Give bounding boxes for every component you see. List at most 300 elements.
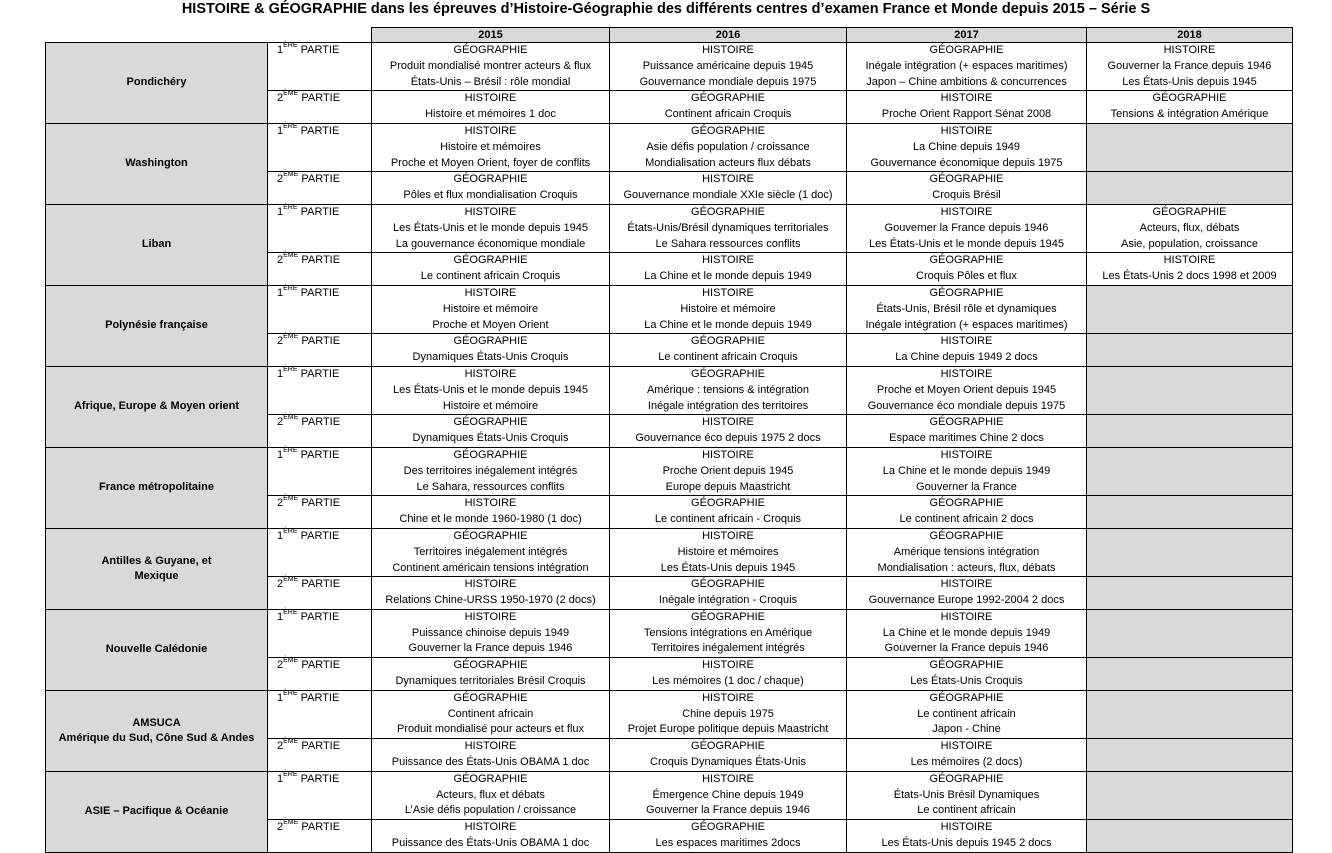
- exam-center-name: [46, 528, 268, 609]
- header-blank: [46, 28, 372, 43]
- partie-number: 1: [277, 367, 284, 380]
- subject-discipline: GÉOGRAPHIE: [929, 254, 1004, 267]
- subject-topic: Croquis Dynamiques États-Unis: [650, 756, 806, 769]
- subject-topic: Histoire et mémoires: [677, 545, 779, 558]
- subject-topic: Proche Orient Rapport Sénat 2008: [881, 108, 1052, 121]
- exam-center-name: [46, 43, 268, 124]
- subject-cell: [372, 334, 610, 367]
- exam-center-line: Mexique: [134, 569, 179, 582]
- subject-discipline: HISTOIRE: [940, 448, 993, 461]
- subject-topic: Les États-Unis et le monde depuis 1945: [392, 383, 589, 396]
- subject-topic: Produit mondialisé montrer acteurs & flux: [389, 59, 592, 72]
- partie-ordinal: ÈRE: [283, 446, 298, 454]
- exam-center-line: Antilles & Guyane, et: [101, 554, 212, 567]
- partie-ordinal: ÈME: [283, 414, 299, 422]
- partie-label: [268, 415, 372, 448]
- subject-discipline: GÉOGRAPHIE: [691, 740, 765, 753]
- subject-cell: [610, 447, 847, 495]
- subject-cell: [847, 123, 1087, 171]
- subject-cell: [610, 334, 847, 367]
- subject-cell: [372, 172, 610, 205]
- subject-discipline: HISTOIRE: [940, 821, 993, 834]
- partie-word: PARTIE: [300, 367, 340, 380]
- subject-discipline: GÉOGRAPHIE: [929, 691, 1004, 704]
- empty-cell: [1087, 577, 1293, 610]
- subject-topic: Chine depuis 1975: [682, 707, 774, 720]
- exam-center-line: Liban: [141, 238, 172, 251]
- subject-discipline: HISTOIRE: [464, 740, 517, 753]
- subject-discipline: HISTOIRE: [940, 205, 993, 218]
- year-header: 2017: [847, 28, 1087, 43]
- subject-cell: [372, 820, 610, 853]
- subject-cell: [372, 91, 610, 124]
- subject-discipline: HISTOIRE: [702, 772, 754, 785]
- subject-cell: [610, 690, 847, 738]
- subject-topic: Gouvernance mondiale XXIe siècle (1 doc): [623, 189, 833, 202]
- subject-topic: Amérique tensions intégration: [893, 545, 1040, 558]
- subject-topic: Puissance américaine depuis 1945: [642, 59, 814, 72]
- subject-cell: [372, 253, 610, 286]
- subject-cell: [372, 43, 610, 91]
- subject-topic: Gouvernance mondiale depuis 1975: [639, 75, 817, 88]
- exam-center-name: [46, 771, 268, 852]
- year-header: 2015: [372, 28, 610, 43]
- exam-center-name: [46, 447, 268, 528]
- partie-label: [268, 43, 372, 91]
- subject-topic: Le continent africain: [917, 804, 1016, 817]
- exam-center-name: [46, 285, 268, 366]
- partie-number: 2: [277, 821, 284, 834]
- partie-word: PARTIE: [300, 610, 340, 623]
- exam-center-name: [46, 366, 268, 447]
- exam-center-line: Washington: [125, 157, 188, 170]
- subject-discipline: GÉOGRAPHIE: [453, 529, 528, 542]
- partie-word: PARTIE: [300, 772, 340, 785]
- partie-word: PARTIE: [301, 578, 341, 591]
- subject-discipline: HISTOIRE: [464, 286, 517, 299]
- empty-cell: [1087, 415, 1293, 448]
- subject-topic: Les États-Unis depuis 1945 2 docs: [881, 837, 1052, 850]
- subject-discipline: GÉOGRAPHIE: [691, 92, 765, 105]
- subject-discipline: HISTOIRE: [940, 124, 993, 137]
- subject-discipline: GÉOGRAPHIE: [453, 44, 528, 56]
- subject-discipline: HISTOIRE: [702, 691, 754, 704]
- subject-topic: Inégale intégration des territoires: [647, 399, 809, 412]
- page-title: HISTOIRE & GÉOGRAPHIE dans les épreuves d’Histoire-Géographie des différents centres d’examen France et Monde depuis 2015 – Série S: [181, 1, 1151, 17]
- partie-word: PARTIE: [301, 173, 341, 186]
- subject-topic: Le continent africain - Croquis: [654, 513, 802, 526]
- subject-cell: [372, 690, 610, 738]
- exam-center-name: [46, 123, 268, 204]
- partie-number: 1: [277, 529, 284, 542]
- subject-topic: Europe depuis Maastricht: [665, 480, 791, 493]
- subject-topic: Dynamiques États-Unis Croquis: [412, 351, 569, 364]
- subject-topic: Le continent africain: [917, 707, 1016, 720]
- partie-label: [268, 528, 372, 576]
- subject-topic: Proche et Moyen Orient depuis 1945: [876, 383, 1057, 396]
- subject-discipline: GÉOGRAPHIE: [691, 610, 765, 623]
- subject-topic: La Chine et le monde depuis 1949: [644, 270, 812, 283]
- partie-ordinal: ÈRE: [283, 284, 298, 292]
- subject-discipline: HISTOIRE: [464, 610, 517, 623]
- subject-cell: [610, 820, 847, 853]
- subject-cell: [372, 528, 610, 576]
- partie-label: [268, 204, 372, 252]
- exam-table: [45, 27, 1293, 853]
- subject-topic: La Chine et le monde depuis 1949: [882, 626, 1051, 639]
- partie-label: [268, 577, 372, 610]
- subject-cell: [1087, 43, 1293, 91]
- subject-discipline: HISTOIRE: [1163, 44, 1216, 56]
- partie-label: [268, 123, 372, 171]
- partie-ordinal: ÈRE: [283, 203, 298, 211]
- subject-topic: Relations Chine-URSS 1950-1970 (2 docs): [385, 594, 596, 607]
- subject-cell: [610, 658, 847, 691]
- subject-topic: Les États-Unis Croquis: [910, 675, 1023, 688]
- partie-word: PARTIE: [301, 92, 341, 105]
- empty-cell: [1087, 609, 1293, 657]
- partie-word: PARTIE: [301, 335, 341, 348]
- subject-discipline: HISTOIRE: [940, 610, 993, 623]
- subject-cell: [610, 253, 847, 286]
- partie-ordinal: ÈME: [283, 657, 299, 665]
- subject-cell: [372, 123, 610, 171]
- subject-topic: Territoires inégalement intégrés: [413, 545, 568, 558]
- exam-row: [46, 285, 1293, 333]
- subject-topic: Les États-Unis depuis 1945: [660, 561, 796, 574]
- partie-ordinal: ÈRE: [283, 122, 298, 130]
- subject-cell: [610, 285, 847, 333]
- empty-cell: [1087, 658, 1293, 691]
- subject-cell: [372, 609, 610, 657]
- subject-topic: Émergence Chine depuis 1949: [652, 788, 804, 801]
- empty-cell: [1087, 739, 1293, 772]
- subject-topic: Gouvernance économique depuis 1975: [870, 156, 1063, 169]
- subject-cell: [847, 253, 1087, 286]
- partie-ordinal: ÈRE: [283, 689, 298, 697]
- subject-topic: Asie, population, croissance: [1121, 237, 1258, 250]
- subject-discipline: GÉOGRAPHIE: [453, 772, 528, 785]
- exam-center-line: Nouvelle Calédonie: [105, 643, 208, 656]
- subject-topic: Continent africain: [447, 707, 534, 720]
- partie-number: 2: [277, 659, 284, 672]
- subject-topic: Gouverner la France: [916, 480, 1017, 493]
- partie-number: 2: [277, 497, 284, 510]
- subject-cell: [610, 415, 847, 448]
- subject-topic: La gouvernance économique mondiale: [395, 237, 586, 250]
- empty-cell: [1087, 528, 1293, 576]
- subject-cell: [610, 577, 847, 610]
- subject-discipline: GÉOGRAPHIE: [1152, 205, 1227, 218]
- exam-center-line: Polynésie française: [105, 319, 208, 332]
- partie-label: [268, 334, 372, 367]
- subject-topic: Mondialisation acteurs flux débats: [645, 156, 811, 169]
- partie-number: 2: [277, 578, 284, 591]
- subject-cell: [847, 577, 1087, 610]
- partie-label: [268, 496, 372, 529]
- subject-cell: [1087, 204, 1293, 252]
- subject-discipline: GÉOGRAPHIE: [691, 821, 765, 834]
- empty-cell: [1087, 172, 1293, 205]
- subject-topic: Les États-Unis depuis 1945: [1122, 75, 1257, 88]
- subject-cell: [372, 415, 610, 448]
- subject-cell: [610, 366, 847, 414]
- subject-topic: Mondialisation : acteurs, flux, débats: [877, 561, 1056, 574]
- exam-row: [46, 528, 1293, 576]
- partie-word: PARTIE: [301, 659, 341, 672]
- subject-discipline: GÉOGRAPHIE: [453, 335, 528, 348]
- partie-number: 2: [277, 335, 284, 348]
- exam-center-line: Pondichéry: [126, 76, 187, 89]
- empty-cell: [1087, 334, 1293, 367]
- subject-cell: [1087, 91, 1293, 124]
- subject-discipline: HISTOIRE: [464, 367, 517, 380]
- partie-word: PARTIE: [300, 124, 340, 137]
- subject-topic: Produit mondialisé pour acteurs et flux: [396, 723, 585, 736]
- exam-center-name: [46, 690, 268, 771]
- subject-cell: [372, 577, 610, 610]
- partie-ordinal: ÈME: [283, 333, 299, 341]
- empty-cell: [1087, 771, 1293, 819]
- subject-cell: [372, 204, 610, 252]
- subject-topic: La Chine depuis 1949: [912, 140, 1021, 153]
- subject-topic: Le continent africain Croquis: [420, 270, 561, 283]
- subject-topic: Le continent africain 2 docs: [899, 513, 1034, 526]
- subject-topic: Gouverner la France depuis 1946: [884, 221, 1049, 234]
- empty-cell: [1087, 366, 1293, 414]
- partie-number: 1: [277, 610, 284, 623]
- exam-row: [46, 366, 1293, 414]
- partie-label: [268, 447, 372, 495]
- partie-label: [268, 658, 372, 691]
- subject-topic: Les États-Unis et le monde depuis 1945: [868, 237, 1065, 250]
- subject-discipline: HISTOIRE: [702, 659, 754, 672]
- subject-discipline: GÉOGRAPHIE: [691, 367, 765, 380]
- partie-ordinal: ÈME: [283, 495, 299, 503]
- exam-center-line: Afrique, Europe & Moyen orient: [73, 400, 239, 413]
- subject-topic: Inégale intégration (+ espaces maritimes): [865, 59, 1068, 72]
- subject-discipline: HISTOIRE: [702, 286, 754, 299]
- subject-topic: Acteurs, flux et débats: [436, 788, 545, 801]
- subject-topic: Proche Orient depuis 1945: [662, 464, 794, 477]
- subject-discipline: HISTOIRE: [464, 821, 517, 834]
- empty-cell: [1087, 820, 1293, 853]
- partie-number: 1: [277, 691, 284, 704]
- subject-topic: Continent africain Croquis: [664, 108, 792, 121]
- subject-discipline: HISTOIRE: [464, 578, 517, 591]
- subject-cell: [847, 285, 1087, 333]
- subject-topic: Gouverner la France depuis 1946: [884, 642, 1049, 655]
- subject-cell: [372, 771, 610, 819]
- partie-number: 2: [277, 173, 284, 186]
- subject-discipline: HISTOIRE: [940, 367, 993, 380]
- subject-cell: [610, 771, 847, 819]
- subject-cell: [847, 91, 1087, 124]
- subject-topic: La Chine depuis 1949 2 docs: [895, 351, 1038, 364]
- subject-topic: Acteurs, flux, débats: [1139, 221, 1240, 234]
- header-row: [46, 28, 1293, 43]
- subject-topic: États-Unis/Brésil dynamiques territoriales: [627, 221, 829, 234]
- subject-cell: [610, 528, 847, 576]
- subject-discipline: HISTOIRE: [702, 44, 754, 56]
- subject-topic: Inégale intégration (+ espaces maritimes): [865, 318, 1068, 331]
- subject-topic: Dynamiques territoriales Brésil Croquis: [395, 675, 586, 688]
- subject-discipline: GÉOGRAPHIE: [691, 124, 765, 137]
- subject-discipline: GÉOGRAPHIE: [453, 448, 528, 461]
- subject-topic: Histoire et mémoire: [680, 302, 776, 315]
- subject-cell: [610, 123, 847, 171]
- subject-topic: Amérique : tensions & intégration: [646, 383, 810, 396]
- subject-topic: Inégale intégration - Croquis: [658, 594, 798, 607]
- subject-cell: [372, 496, 610, 529]
- partie-label: [268, 690, 372, 738]
- partie-word: PARTIE: [300, 286, 340, 299]
- partie-ordinal: ÈRE: [283, 770, 298, 778]
- partie-ordinal: ÈRE: [283, 608, 298, 616]
- subject-cell: [847, 415, 1087, 448]
- exam-row: [46, 123, 1293, 171]
- partie-word: PARTIE: [301, 497, 341, 510]
- partie-word: PARTIE: [301, 821, 341, 834]
- subject-topic: Dynamiques États-Unis Croquis: [412, 432, 569, 445]
- subject-topic: Tensions intégrations en Amérique: [643, 626, 813, 639]
- exam-row: [46, 204, 1293, 252]
- empty-cell: [1087, 285, 1293, 333]
- subject-cell: [847, 528, 1087, 576]
- subject-discipline: GÉOGRAPHIE: [929, 286, 1004, 299]
- partie-number: 1: [277, 44, 284, 56]
- subject-cell: [847, 172, 1087, 205]
- exam-center-line: Amérique du Sud, Cône Sud & Andes: [58, 731, 255, 744]
- subject-cell: [610, 739, 847, 772]
- subject-topic: États-Unis – Brésil : rôle mondial: [410, 75, 571, 88]
- exam-row: [46, 447, 1293, 495]
- subject-discipline: HISTOIRE: [702, 254, 754, 267]
- exam-center-line: AMSUCA: [132, 716, 181, 729]
- subject-discipline: GÉOGRAPHIE: [1152, 92, 1227, 105]
- subject-discipline: GÉOGRAPHIE: [691, 497, 765, 510]
- subject-cell: [610, 91, 847, 124]
- subject-discipline: HISTOIRE: [464, 205, 517, 218]
- subject-discipline: HISTOIRE: [702, 529, 754, 542]
- subject-topic: Des territoires inégalement intégrés: [403, 464, 578, 477]
- partie-label: [268, 771, 372, 819]
- subject-discipline: HISTOIRE: [940, 92, 993, 105]
- subject-topic: La Chine et le monde depuis 1949: [882, 464, 1051, 477]
- subject-discipline: HISTOIRE: [940, 335, 993, 348]
- subject-topic: Gouverner la France depuis 1946: [1107, 59, 1272, 72]
- subject-cell: [847, 658, 1087, 691]
- subject-discipline: GÉOGRAPHIE: [929, 497, 1004, 510]
- subject-discipline: GÉOGRAPHIE: [453, 416, 528, 429]
- year-header: 2016: [610, 28, 847, 43]
- subject-topic: Japon - Chine: [932, 723, 1001, 736]
- subject-topic: Continent américain tensions intégration: [392, 561, 589, 574]
- subject-topic: Les États-Unis et le monde depuis 1945: [392, 221, 589, 234]
- empty-cell: [1087, 690, 1293, 738]
- partie-label: [268, 285, 372, 333]
- partie-ordinal: ÈME: [283, 171, 299, 179]
- partie-label: [268, 820, 372, 853]
- partie-number: 1: [277, 124, 284, 137]
- subject-discipline: GÉOGRAPHIE: [929, 416, 1004, 429]
- subject-discipline: HISTOIRE: [464, 92, 517, 105]
- subject-cell: [372, 366, 610, 414]
- partie-word: PARTIE: [300, 448, 340, 461]
- subject-cell: [847, 204, 1087, 252]
- partie-ordinal: ÈRE: [283, 527, 298, 535]
- subject-discipline: GÉOGRAPHIE: [691, 578, 765, 591]
- partie-label: [268, 609, 372, 657]
- partie-word: PARTIE: [301, 740, 341, 753]
- subject-cell: [610, 496, 847, 529]
- exam-row: [46, 771, 1293, 819]
- subject-cell: [847, 43, 1087, 91]
- subject-discipline: HISTOIRE: [940, 578, 993, 591]
- subject-cell: [610, 204, 847, 252]
- subject-topic: Puissance des États-Unis OBAMA 1 doc: [391, 756, 590, 769]
- partie-number: 1: [277, 772, 284, 785]
- subject-discipline: GÉOGRAPHIE: [691, 335, 765, 348]
- subject-cell: [847, 496, 1087, 529]
- subject-discipline: GÉOGRAPHIE: [929, 173, 1004, 186]
- subject-topic: Proche et Moyen Orient, foyer de conflits: [390, 156, 591, 169]
- subject-topic: Histoire et mémoires: [440, 140, 541, 153]
- subject-discipline: GÉOGRAPHIE: [929, 529, 1004, 542]
- subject-cell: [847, 366, 1087, 414]
- partie-label: [268, 739, 372, 772]
- partie-number: 1: [277, 286, 284, 299]
- subject-topic: Histoire et mémoire: [442, 302, 539, 315]
- subject-topic: Les mémoires (1 doc / chaque): [652, 675, 804, 688]
- partie-number: 1: [277, 448, 284, 461]
- subject-topic: Croquis Pôles et flux: [916, 270, 1017, 283]
- partie-label: [268, 366, 372, 414]
- empty-cell: [1087, 496, 1293, 529]
- partie-ordinal: ÈME: [283, 90, 299, 98]
- subject-topic: Asie défis population / croissance: [646, 140, 810, 153]
- subject-cell: [610, 43, 847, 91]
- subject-topic: Les États-Unis 2 docs 1998 et 2009: [1102, 270, 1277, 283]
- subject-cell: [372, 447, 610, 495]
- subject-discipline: GÉOGRAPHIE: [453, 691, 528, 704]
- subject-topic: Espace maritimes Chine 2 docs: [889, 432, 1044, 445]
- partie-number: 2: [277, 254, 284, 267]
- subject-cell: [847, 447, 1087, 495]
- subject-topic: La Chine et le monde depuis 1949: [644, 318, 812, 331]
- subject-topic: Tensions & intégration Amérique: [1110, 108, 1269, 121]
- subject-topic: Puissance chinoise depuis 1949: [411, 626, 570, 639]
- partie-word: PARTIE: [301, 416, 341, 429]
- subject-discipline: GÉOGRAPHIE: [453, 659, 528, 672]
- subject-discipline: GÉOGRAPHIE: [453, 254, 528, 267]
- subject-discipline: HISTOIRE: [940, 740, 993, 753]
- subject-discipline: HISTOIRE: [464, 124, 517, 137]
- subject-discipline: GÉOGRAPHIE: [453, 173, 528, 186]
- partie-ordinal: ÈME: [283, 576, 299, 584]
- exam-row: [46, 690, 1293, 738]
- partie-ordinal: ÈME: [283, 819, 299, 827]
- partie-number: 2: [277, 92, 284, 105]
- exam-center-name: [46, 204, 268, 285]
- exam-row: [46, 609, 1293, 657]
- subject-topic: Croquis Brésil: [932, 189, 1001, 202]
- subject-topic: États-Unis Brésil Dynamiques: [893, 788, 1040, 801]
- subject-topic: Les mémoires (2 docs): [910, 756, 1023, 769]
- subject-cell: [372, 739, 610, 772]
- subject-cell: [847, 609, 1087, 657]
- subject-topic: Gouverner la France depuis 1946: [646, 804, 810, 817]
